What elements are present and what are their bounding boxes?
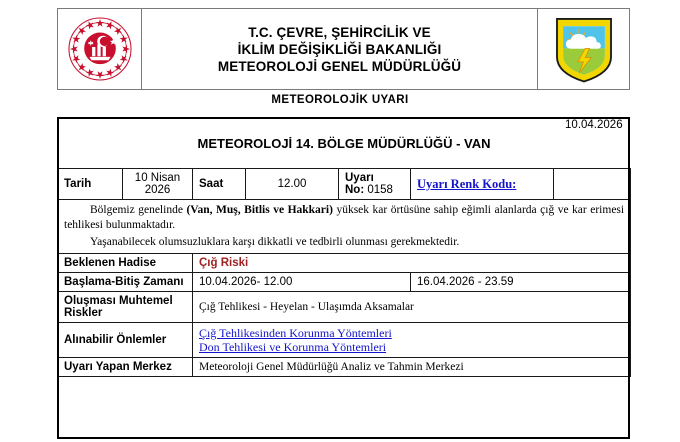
issue-date: 10.04.2026 (565, 119, 623, 131)
end-time-value: 16.04.2026 - 23.59 (411, 273, 631, 292)
paragraph-text-a: Bölgemiz genelinde (90, 204, 183, 216)
info-row (58, 169, 631, 200)
frost-protection-link[interactable]: Don Tehlikesi ve Korunma Yöntemleri (199, 340, 387, 354)
meteoroloji-shield-emblem-icon (553, 14, 615, 84)
paragraph-provinces: (Van, Muş, Bitlis ve Hakkari) (186, 204, 333, 216)
table-row (58, 292, 631, 323)
summary-paragraph-row (58, 200, 631, 254)
paragraph-text-c: Yaşanabilecek olumsuzluklara karşı dikkatli ve tedbirli olunması gerekmektedir. (90, 236, 460, 248)
time-value: 12.00 (246, 169, 339, 200)
table-head-row (58, 117, 631, 169)
meteorological-warning-caption: METEOROLOJİK UYARI (271, 94, 409, 106)
ministry-title-line-1: T.C. ÇEVRE, ŞEHİRCİLİK VE (248, 24, 431, 40)
expected-event-label: Beklenen Hadise (58, 254, 193, 273)
color-code-cell (411, 169, 554, 200)
ministry-title-line-2: İKLİM DEĞİŞİKLİĞİ BAKANLIĞI (237, 41, 442, 57)
warning-number-label: Uyarı (345, 172, 374, 184)
ministry-title-block (142, 9, 537, 89)
ministry-title-line-3: METEOROLOJİ GENEL MÜDÜRLÜĞÜ (217, 58, 462, 74)
warning-color-code-link[interactable]: Uyarı Renk Kodu: (417, 176, 517, 191)
precautions-label: Alınabilir Önlemler (58, 323, 193, 358)
document-header-banner (57, 8, 630, 90)
possible-risks-value: Çığ Tehlikesi - Heyelan - Ulaşımda Aksamalar (193, 292, 631, 323)
summary-paragraph (58, 200, 631, 254)
table-row (58, 273, 631, 292)
table-row (58, 323, 631, 358)
warning-number-cell (339, 169, 411, 200)
avalanche-protection-link[interactable]: Çığ Tehlikesinden Korunma Yöntemleri (199, 326, 392, 340)
date-value: 10 Nisan 2026 (123, 169, 193, 200)
issuing-center-label: Uyarı Yapan Merkez (58, 358, 193, 377)
time-label: Saat (193, 169, 246, 200)
precautions-links-cell (193, 323, 631, 358)
start-end-time-label: Başlama-Bitiş Zamanı (58, 273, 193, 292)
color-swatch-cell (554, 169, 631, 200)
date-label: Tarih (58, 169, 123, 200)
possible-risks-label: Oluşması Muhtemel Riskler (58, 292, 193, 323)
warning-number-prefix: No: (345, 184, 365, 196)
warning-table (57, 117, 631, 377)
issuing-center-value: Meteoroloji Genel Müdürlüğü Analiz ve Tahmin Merkezi (193, 358, 631, 377)
start-time-value: 10.04.2026- 12.00 (193, 273, 411, 292)
meteoroloji-emblem-cell (537, 9, 629, 89)
turkish-ministry-emblem-icon (67, 16, 133, 82)
table-row (58, 358, 631, 377)
warning-number-value: 0158 (367, 184, 393, 196)
table-row (58, 254, 631, 273)
paragraph-line-2 (64, 235, 624, 250)
expected-event-value: Çığ Riski (193, 254, 631, 273)
ministry-emblem-cell (58, 9, 142, 89)
paragraph-line-1 (64, 203, 624, 233)
region-directorate-title: METEOROLOJİ 14. BÖLGE MÜDÜRLÜĞÜ - VAN (197, 136, 491, 151)
paragraph-text-b: yüksek kar örtüsüne sahip eğimli alanlarda çığ ve kar erimesi tehlikesi bulunmaktadır. (64, 204, 625, 231)
